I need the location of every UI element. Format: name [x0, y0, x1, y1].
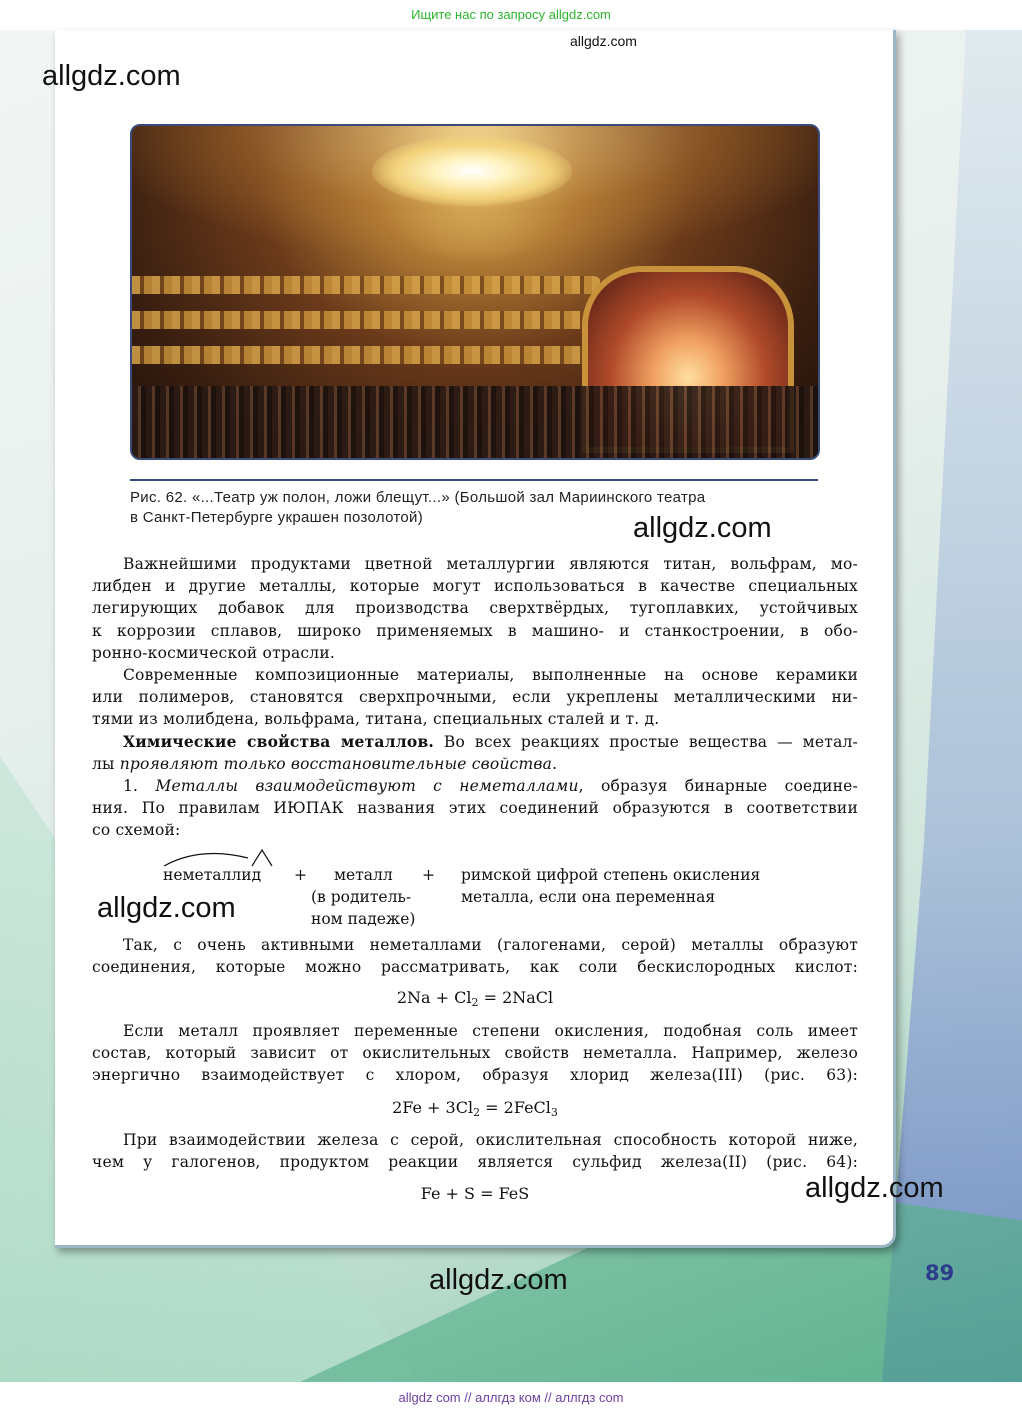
text-line: чем у галогенов, продуктом реакции является сульфид железа(II) (рис. 64):: [92, 1153, 858, 1172]
paragraph-1: [92, 553, 858, 664]
paragraph-6: [92, 1020, 858, 1087]
text-line: Важнейшими продуктами цветной металлургии являются титан, вольфрам, мо-: [123, 555, 858, 573]
equation-part: 2Fe + 3Cl: [392, 1098, 474, 1117]
scheme-oxidation: металла, если она переменная: [461, 888, 716, 906]
scheme-metal: металл: [334, 866, 393, 884]
equation-iron-sulfur: Fe + S = FeS: [420, 1184, 530, 1203]
text-line: Современные композиционные материалы, выполненные на основе керамики: [123, 666, 858, 684]
caption-line: Рис. 62. «...Театр уж полон, ложи блещут...» (Большой зал Мариинского театра: [130, 489, 706, 506]
equation-part: = 2NaCl: [478, 988, 554, 1007]
section-heading: Химические свойства металлов.: [123, 732, 435, 751]
watermark-bottom-right: allgdz.com: [805, 1172, 944, 1204]
top-banner-text[interactable]: Ищите нас по запросу allgdz.com: [411, 7, 611, 22]
equation-part: 2Na + Cl: [396, 988, 472, 1007]
text-line: [92, 731, 858, 753]
caption-line: в Санкт-Петербурге украшен позолотой): [130, 509, 424, 526]
watermark-top-left: allgdz.com: [42, 60, 181, 92]
text-line: состав, который зависит от окислительных свойств неметалла. Например, железо: [92, 1044, 858, 1063]
text-line: При взаимодействии железа с серой, окислительная способность которой ниже,: [123, 1131, 858, 1149]
text-line: ронно-космической отрасли.: [92, 643, 336, 662]
text-span: лы: [92, 755, 120, 774]
scheme-oxidation: римской цифрой степень окисления: [461, 866, 761, 884]
bottom-banner: [0, 1382, 1022, 1415]
scheme-plus: +: [422, 866, 435, 884]
text-line: энергично взаимодействует с хлором, образуя хлорид железа(III) (рис. 63):: [92, 1066, 858, 1085]
page-number: 89: [925, 1261, 955, 1285]
paragraph-7: [92, 1129, 858, 1173]
watermark-bottom-center: allgdz.com: [429, 1264, 568, 1296]
equation-sodium-chlorine: [92, 988, 858, 1009]
scheme-metal-note: ном падеже): [311, 910, 416, 928]
text-span: Во всех реакциях простые вещества — метал-: [434, 733, 858, 751]
scheme-plus: +: [294, 866, 307, 884]
text-line: соединения, которые можно рассматривать, как соли бескислородных кислот:: [92, 958, 858, 977]
paragraph-3: [92, 731, 858, 775]
paragraph-4: [92, 775, 858, 842]
photo-balcony-tier: [132, 276, 602, 294]
bottom-banner-text[interactable]: allgdz com // аллгдз ком // аллгдз com: [398, 1390, 624, 1405]
text-line: Так, с очень активными неметаллами (галогенами, серой) металлы образуют: [123, 936, 858, 954]
scheme-nonmetal: неметаллид: [163, 866, 262, 884]
watermark-header: allgdz.com: [570, 33, 637, 49]
photo-stalls: [132, 386, 818, 458]
equation-part: = 2FeCl: [480, 1098, 551, 1117]
text-line: или полимеров, становятся сверхпрочными, если укреплены металлическими ни-: [92, 688, 858, 707]
text-span: .: [552, 755, 558, 774]
text-line: легирующих добавок для производства сверхтвёрдых, тугоплавких, устойчивых: [92, 599, 858, 618]
photo-balcony-tier: [132, 346, 602, 364]
top-banner: [0, 0, 1022, 30]
caption-rule: [130, 479, 818, 481]
text-line: тями из молибдена, вольфрама, титана, специальных сталей и т. д.: [92, 710, 660, 729]
text-line: Если металл проявляет переменные степени окисления, подобная соль имеет: [123, 1022, 858, 1040]
equation-iron-chlorine: [92, 1098, 858, 1119]
text-span: , образуя бинарные соедине-: [578, 777, 858, 795]
photo-chandelier: [372, 136, 572, 206]
text-line: [92, 753, 858, 775]
text-line: ния. По правилам ИЮПАК названия этих соединений образуются в соответствии: [92, 799, 858, 818]
paragraph-2: [92, 664, 858, 731]
theatre-photo: [130, 124, 820, 460]
emphasis-text: Металлы взаимодействуют с неметаллами: [155, 777, 579, 795]
text-line: либден и другие металлы, которые могут использоваться в качестве специальных: [92, 577, 858, 596]
equation-subscript: 2: [471, 996, 479, 1009]
watermark-scheme: allgdz.com: [97, 892, 236, 924]
scheme-metal-note: (в родитель-: [311, 888, 412, 906]
paragraph-5: [92, 934, 858, 978]
text-line: со схемой:: [92, 821, 181, 840]
emphasis-text: проявляют только восстановительные свойства: [119, 755, 553, 774]
equation-subscript: 3: [550, 1106, 558, 1119]
list-number: 1.: [123, 777, 156, 795]
watermark-caption: allgdz.com: [633, 512, 772, 544]
photo-balcony-tier: [132, 311, 602, 329]
equation-subscript: 2: [473, 1106, 481, 1119]
text-line: к коррозии сплавов, широко применяемых в машино- и станкостроении, в обо-: [92, 621, 858, 640]
text-line: [92, 775, 858, 797]
